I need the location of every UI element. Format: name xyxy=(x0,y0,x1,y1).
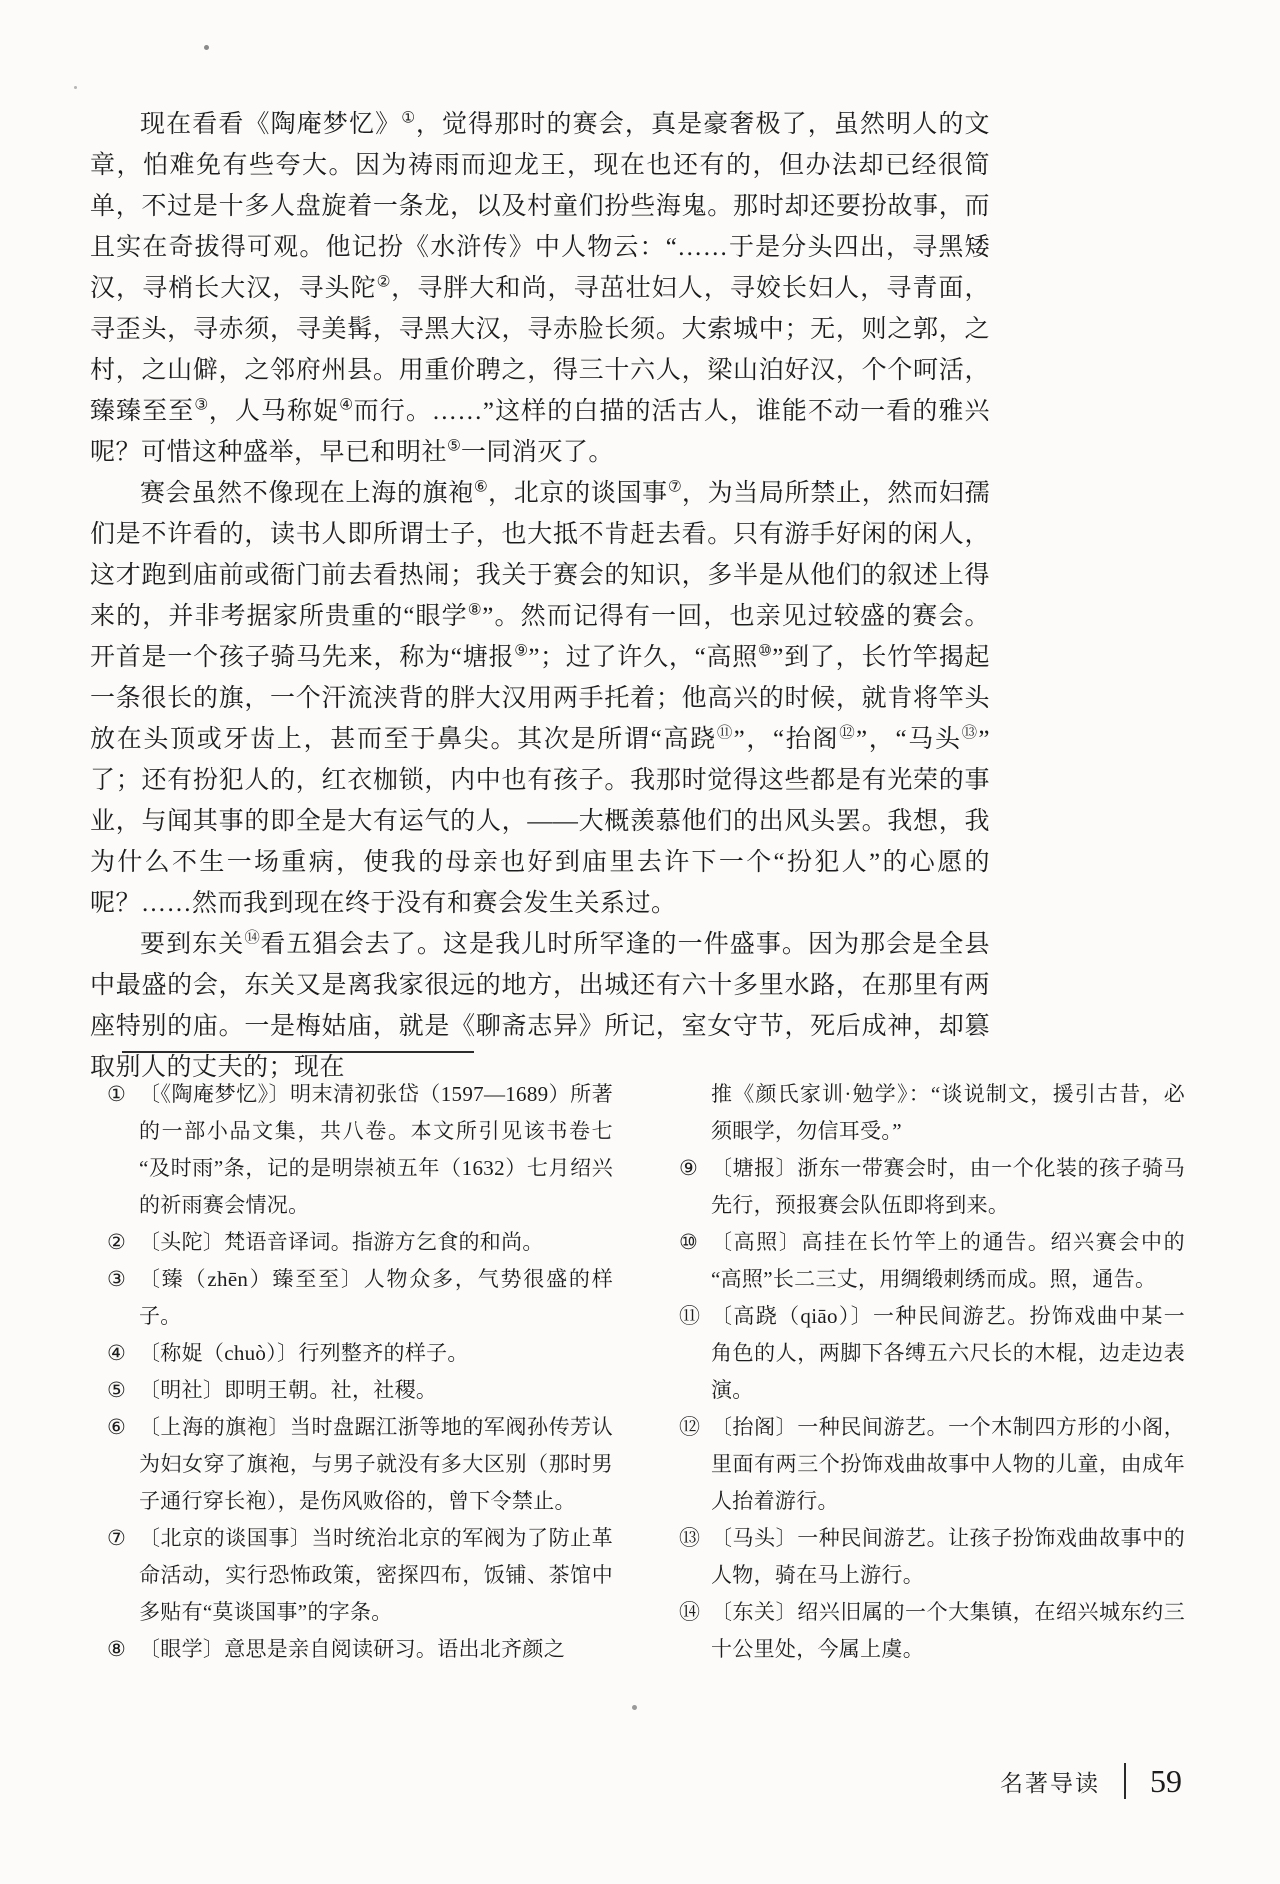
footnote-reference: ⑧ xyxy=(467,601,483,619)
footnote-separator xyxy=(122,1051,474,1053)
scan-speck xyxy=(74,86,77,89)
footnote-marker: ⑤ xyxy=(107,1378,127,1402)
footer-divider xyxy=(1124,1763,1126,1799)
footnote-item xyxy=(679,1150,1185,1224)
footnote-item xyxy=(107,1520,613,1631)
footnote-reference: ⑤ xyxy=(447,437,461,455)
footnote-text: 〔臻（zhēn）臻至至〕人物众多，气势很盛的样子。 xyxy=(139,1267,613,1328)
footnote-reference: ⑥ xyxy=(473,478,489,496)
footnote-marker: ⑦ xyxy=(107,1526,127,1550)
footnote-marker: ⑧ xyxy=(107,1637,127,1661)
footnote-item xyxy=(107,1409,613,1520)
footnote-marker: ⑩ xyxy=(679,1230,699,1254)
footnote-item xyxy=(679,1224,1185,1298)
footnote-text: 〔上海的旗袍〕当时盘踞江浙等地的军阀孙传芳认为妇女穿了旗袍，与男子就没有多大区别（那时男子通行穿长袍），是伤风败俗的，曾下令禁止。 xyxy=(139,1415,613,1513)
footnote-text: 推《颜氏家训·勉学》：“谈说制文，援引古昔，必须眼学，勿信耳受。” xyxy=(711,1082,1185,1143)
footnote-item xyxy=(107,1224,613,1261)
footnote-item xyxy=(107,1631,613,1668)
footnote-reference: ⑦ xyxy=(667,478,682,496)
scan-speck xyxy=(204,45,209,50)
page-footer xyxy=(1000,1760,1182,1802)
footnote-text: 〔抬阁〕一种民间游艺。一个木制四方形的小阁，里面有两三个扮饰戏曲故事中人物的儿童，由成年人抬着游行。 xyxy=(711,1415,1185,1513)
footnotes-left-column xyxy=(107,1076,613,1668)
footnote-text: 〔高照〕高挂在长竹竿上的通告。绍兴赛会中的“高照”长二三丈，用绸缎刺绣而成。照，通告。 xyxy=(711,1230,1185,1291)
footnote-text: 〔称娖（chuò）〕行列整齐的样子。 xyxy=(139,1341,469,1365)
footnote-text: 〔《陶庵梦忆》〕明末清初张岱（1597—1689）所著的一部小品文集，共八卷。本文所引见该书卷七“及时雨”条，记的是明崇祯五年（1632）七月绍兴的祈雨赛会情况。 xyxy=(139,1082,613,1217)
footnote-marker: ⑫ xyxy=(679,1415,701,1439)
footnote-item xyxy=(679,1298,1185,1409)
footnote-item xyxy=(107,1261,613,1335)
footnote-marker: ⑪ xyxy=(679,1304,701,1328)
footnote-marker: ④ xyxy=(107,1341,127,1365)
footnote-reference: ① xyxy=(401,109,416,127)
footnotes-right-column xyxy=(679,1076,1185,1668)
footnote-text: 〔东关〕绍兴旧属的一个大集镇，在绍兴城东约三十公里处，今属上虞。 xyxy=(711,1600,1185,1661)
footnote-reference: ⑨ xyxy=(514,642,529,660)
footnote-marker: ⑬ xyxy=(679,1526,701,1550)
footnote-marker: ⑭ xyxy=(679,1600,701,1624)
footnote-reference: ⑬ xyxy=(961,724,979,742)
footnote-marker: ① xyxy=(107,1082,127,1106)
footnote-reference: ⑫ xyxy=(839,724,856,742)
footnote-marker: ③ xyxy=(107,1267,127,1291)
footnote-reference: ⑭ xyxy=(244,929,261,947)
scan-speck xyxy=(632,1705,637,1710)
footnote-marker: ⑥ xyxy=(107,1415,127,1439)
footnote-item xyxy=(679,1076,1185,1150)
footnote-item xyxy=(107,1335,613,1372)
body-text xyxy=(90,104,990,1088)
paragraph: 现在看看《陶庵梦忆》①，觉得那时的赛会，真是豪奢极了，虽然明人的文章，怕难免有些夸大。因为祷雨而迎龙王，现在也还有的，但办法却已经很简单，不过是十多人盘旋着一条龙，以及村童们扮些海鬼。那时却还要扮故事，而且实在奇拔得可观。他记扮《水浒传》中人物云：“……于是分头四出，寻黑矮汉，寻梢长大汉，寻头陀②，寻胖大和尚，寻茁壮妇人，寻姣长妇人，寻青面，寻歪头，寻赤须，寻美髯，寻黑大汉，寻赤脸长须。大索城中；无，则之郭，之村，之山僻，之邻府州县。用重价聘之，得三十六人，梁山泊好汉，个个呵活，臻臻至至③，人马称娖④而行。……”这样的白描的活古人，谁能不动一看的雅兴呢？可惜这种盛举，早已和明社⑤一同消灭了。 xyxy=(90,109,990,466)
footnote-text: 〔塘报〕浙东一带赛会时，由一个化装的孩子骑马先行，预报赛会队伍即将到来。 xyxy=(711,1156,1185,1217)
paragraph: 赛会虽然不像现在上海的旗袍⑥，北京的谈国事⑦，为当局所禁止，然而妇孺们是不许看的，读书人即所谓士子，也大抵不肯赶去看。只有游手好闲的闲人，这才跑到庙前或衙门前去看热闹；我关于赛会的知识，多半是从他们的叙述上得来的，并非考据家所贵重的“眼学⑧”。然而记得有一回，也亲见过较盛的赛会。开首是一个孩子骑马先来，称为“塘报⑨”；过了许久，“高照⑩”到了，长竹竿揭起一条很长的旗，一个汗流浃背的胖大汉用两手托着；他高兴的时候，就肯将竿头放在头顶或牙齿上，甚而至于鼻尖。其次是所谓“高跷⑪”，“抬阁⑫”，“马头⑬”了；还有扮犯人的，红衣枷锁，内中也有孩子。我那时觉得这些都是有光荣的事业，与闻其事的即全是大有运气的人，——大概羡慕他们的出风头罢。我想，我为什么不生一场重病，使我的母亲也好到庙里去许下一个“扮犯人”的心愿的呢？……然而我到现在终于没有和赛会发生关系过。 xyxy=(90,478,990,917)
footnote-text: 〔明社〕即明王朝。社，社稷。 xyxy=(139,1378,438,1402)
footnote-marker xyxy=(679,1076,711,1150)
footnote-marker: ② xyxy=(107,1230,127,1254)
footnote-item xyxy=(679,1594,1185,1668)
page-number: 59 xyxy=(1150,1762,1182,1799)
footnote-text: 〔头陀〕梵语音译词。指游方乞食的和尚。 xyxy=(139,1230,544,1254)
footnote-text: 〔高跷（qiāo）〕一种民间游艺。扮饰戏曲中某一角色的人，两脚下各缚五六尺长的木棍，边走边表演。 xyxy=(711,1304,1185,1402)
footnote-item xyxy=(107,1372,613,1409)
footnotes xyxy=(107,1076,1185,1668)
footnote-marker: ⑨ xyxy=(679,1156,699,1180)
footnote-reference: ② xyxy=(376,273,392,291)
footnote-text: 〔眼学〕意思是亲自阅读研习。语出北齐颜之 xyxy=(139,1637,565,1661)
footnote-item xyxy=(679,1409,1185,1520)
paragraph: 要到东关⑭看五猖会去了。这是我儿时所罕逢的一件盛事。因为那会是全县中最盛的会，东关又是离我家很远的地方，出城还有六十多里水路，在那里有两座特别的庙。一是梅姑庙，就是《聊斋志异》所记，室女守节，死后成神，却篡取别人的丈夫的；现在 xyxy=(90,929,990,1081)
section-label: 名著导读 xyxy=(1000,1770,1100,1796)
footnote-reference: ③ xyxy=(194,396,209,414)
footnote-item xyxy=(107,1076,613,1224)
footnote-reference: ⑪ xyxy=(716,724,734,742)
footnote-text: 〔北京的谈国事〕当时统治北京的军阀为了防止革命活动，实行恐怖政策，密探四布，饭铺、茶馆中多贴有“莫谈国事”的字条。 xyxy=(139,1526,613,1624)
footnote-text: 〔马头〕一种民间游艺。让孩子扮饰戏曲故事中的人物，骑在马上游行。 xyxy=(711,1526,1185,1587)
footnote-item xyxy=(679,1520,1185,1594)
footnote-reference: ④ xyxy=(339,396,354,414)
footnote-reference: ⑩ xyxy=(758,642,773,660)
